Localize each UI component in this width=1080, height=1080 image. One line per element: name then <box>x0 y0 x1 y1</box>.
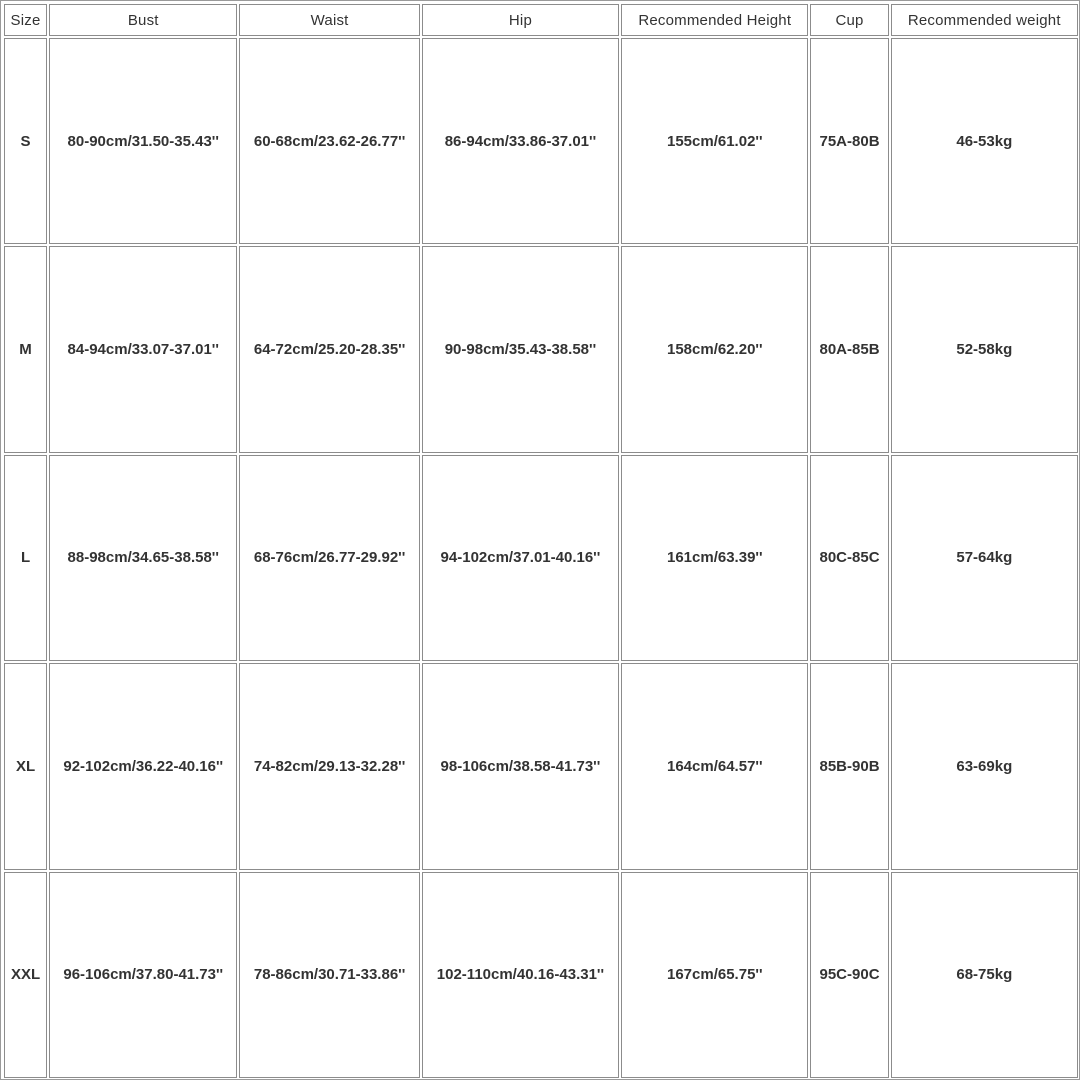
cup-cell: 80C-85C <box>810 455 888 661</box>
bust-cell: 96-106cm/37.80-41.73'' <box>49 872 237 1078</box>
height-cell: 161cm/63.39'' <box>621 455 808 661</box>
waist-cell: 74-82cm/29.13-32.28'' <box>239 663 419 869</box>
size-cell: XL <box>4 663 47 869</box>
cup-cell: 95C-90C <box>810 872 888 1078</box>
hip-cell: 90-98cm/35.43-38.58'' <box>422 246 619 452</box>
weight-cell: 68-75kg <box>891 872 1078 1078</box>
column-header-bust: Bust <box>49 4 237 36</box>
bust-cell: 84-94cm/33.07-37.01'' <box>49 246 237 452</box>
waist-cell: 60-68cm/23.62-26.77'' <box>239 38 419 244</box>
table-row <box>4 455 1078 661</box>
waist-cell: 64-72cm/25.20-28.35'' <box>239 246 419 452</box>
weight-cell: 57-64kg <box>891 455 1078 661</box>
cup-cell: 85B-90B <box>810 663 888 869</box>
size-cell: S <box>4 38 47 244</box>
height-cell: 164cm/64.57'' <box>621 663 808 869</box>
table-row <box>4 246 1078 452</box>
height-cell: 167cm/65.75'' <box>621 872 808 1078</box>
column-header-waist: Waist <box>239 4 419 36</box>
hip-cell: 86-94cm/33.86-37.01'' <box>422 38 619 244</box>
column-header-cup: Cup <box>810 4 888 36</box>
height-cell: 158cm/62.20'' <box>621 246 808 452</box>
column-header-recommended-weight: Recommended weight <box>891 4 1078 36</box>
column-header-recommended-height: Recommended Height <box>621 4 808 36</box>
hip-cell: 94-102cm/37.01-40.16'' <box>422 455 619 661</box>
waist-cell: 68-76cm/26.77-29.92'' <box>239 455 419 661</box>
hip-cell: 102-110cm/40.16-43.31'' <box>422 872 619 1078</box>
header-row <box>4 4 1078 36</box>
table-row <box>4 38 1078 244</box>
table-row <box>4 663 1078 869</box>
cup-cell: 80A-85B <box>810 246 888 452</box>
size-chart-table <box>2 2 1080 1080</box>
column-header-hip: Hip <box>422 4 619 36</box>
bust-cell: 88-98cm/34.65-38.58'' <box>49 455 237 661</box>
table-row <box>4 872 1078 1078</box>
bust-cell: 92-102cm/36.22-40.16'' <box>49 663 237 869</box>
height-cell: 155cm/61.02'' <box>621 38 808 244</box>
weight-cell: 63-69kg <box>891 663 1078 869</box>
weight-cell: 52-58kg <box>891 246 1078 452</box>
column-header-size: Size <box>4 4 47 36</box>
waist-cell: 78-86cm/30.71-33.86'' <box>239 872 419 1078</box>
size-cell: XXL <box>4 872 47 1078</box>
size-cell: M <box>4 246 47 452</box>
weight-cell: 46-53kg <box>891 38 1078 244</box>
hip-cell: 98-106cm/38.58-41.73'' <box>422 663 619 869</box>
bust-cell: 80-90cm/31.50-35.43'' <box>49 38 237 244</box>
size-cell: L <box>4 455 47 661</box>
cup-cell: 75A-80B <box>810 38 888 244</box>
